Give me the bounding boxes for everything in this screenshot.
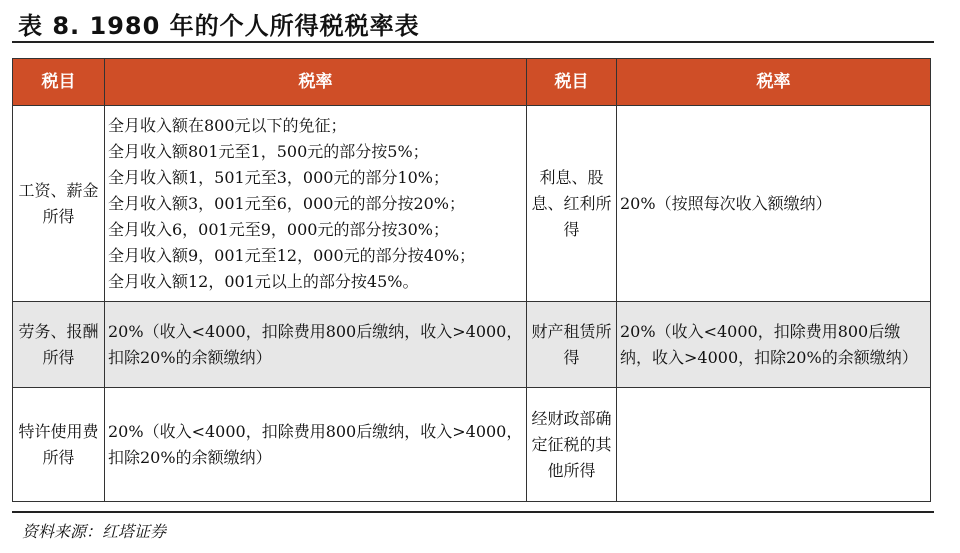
category-cell: 工资、薪金所得 — [13, 106, 105, 302]
title-rule — [12, 41, 934, 43]
category-cell: 劳务、报酬所得 — [13, 302, 105, 388]
rate-line: 全月收入额12，001元以上的部分按45%。 — [108, 271, 419, 291]
table-row — [13, 388, 931, 502]
category-cell: 财产租赁所得 — [527, 302, 617, 388]
table-title: 表 8. 1980 年的个人所得税税率表 — [18, 12, 420, 40]
rate-cell: 20%（收入<4000，扣除费用800后缴纳，收入>4000，扣除20%的余额缴纳） — [617, 302, 931, 388]
rate-cell: 20%（收入<4000，扣除费用800后缴纳，收入>4000，扣除20%的余额缴纳） — [105, 388, 527, 502]
table-header-row — [13, 59, 931, 106]
table-row — [13, 302, 931, 388]
rate-line: 全月收入额在800元以下的免征； — [108, 115, 347, 135]
source-note: 资料来源：红塔证券 — [22, 522, 167, 541]
rate-cell — [105, 106, 527, 302]
rate-line: 全月收入额9，001元至12，000元的部分按40%； — [108, 245, 476, 265]
category-cell: 特许使用费所得 — [13, 388, 105, 502]
footer-rule — [12, 511, 934, 513]
category-cell: 经财政部确定征税的其他所得 — [527, 388, 617, 502]
rate-line: 全月收入额1，501元至3，000元的部分10%； — [108, 167, 450, 187]
tax-rate-table — [12, 58, 931, 502]
category-cell: 利息、股息、红利所得 — [527, 106, 617, 302]
header-rate-1: 税率 — [105, 59, 527, 106]
rate-line: 全月收入额3，001元至6，000元的部分按20%； — [108, 193, 466, 213]
header-category-1: 税目 — [13, 59, 105, 106]
rate-line: 全月收入6，001元至9，000元的部分按30%； — [108, 219, 450, 239]
header-rate-2: 税率 — [617, 59, 931, 106]
rate-line: 全月收入额801元至1，500元的部分按5%； — [108, 141, 429, 161]
rate-cell — [617, 388, 931, 502]
rate-cell: 20%（收入<4000，扣除费用800后缴纳，收入>4000，扣除20%的余额缴纳） — [105, 302, 527, 388]
table-row — [13, 106, 931, 302]
rate-cell: 20%（按照每次收入额缴纳） — [617, 106, 931, 302]
header-category-2: 税目 — [527, 59, 617, 106]
